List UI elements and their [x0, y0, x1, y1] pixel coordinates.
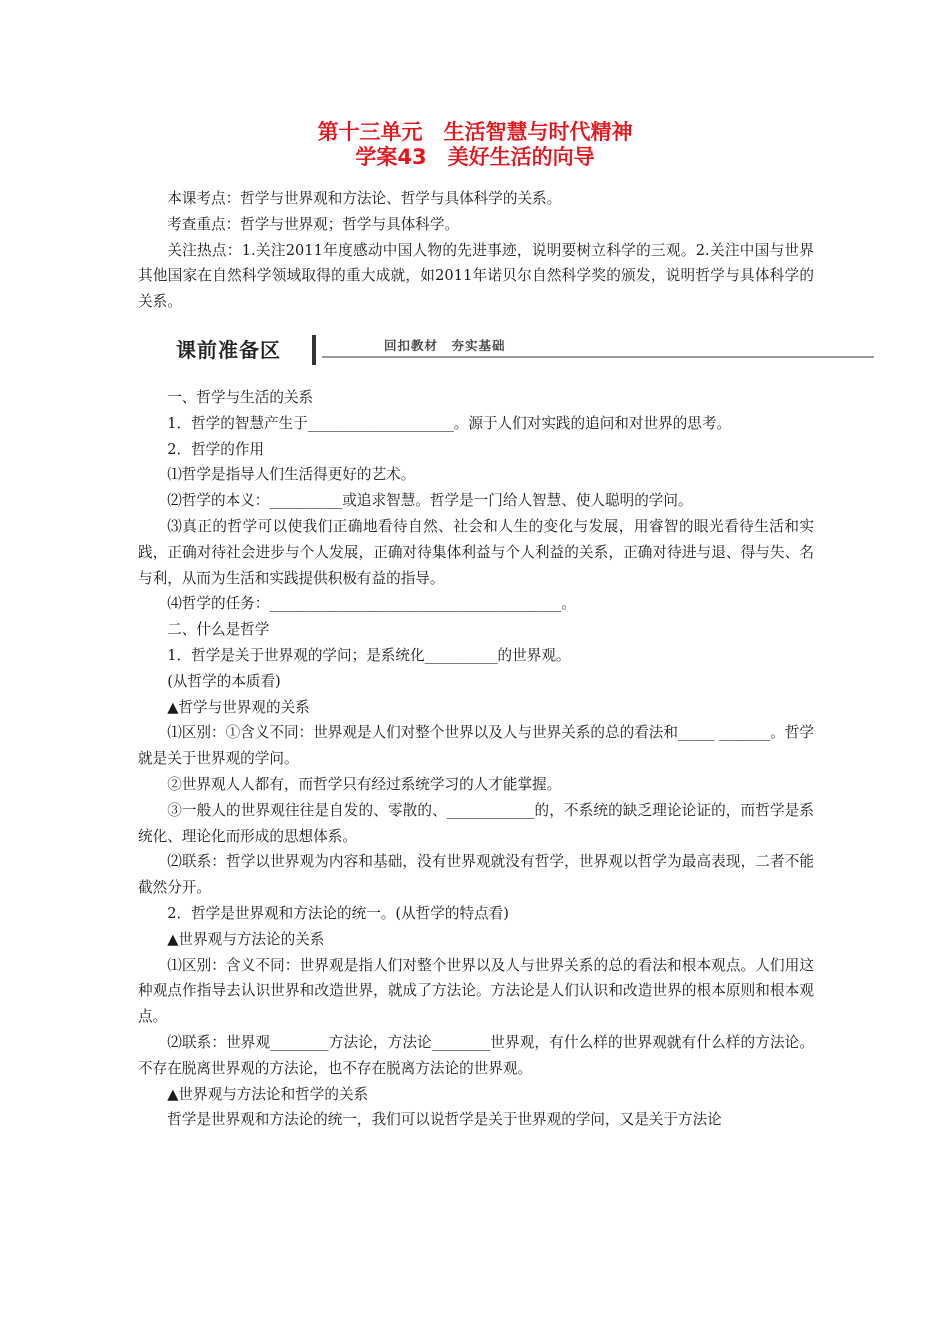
lesson-title: 学案43 美好生活的向导 [355, 145, 595, 169]
banner-title: 课前准备区 [176, 337, 281, 362]
banner-rule [322, 356, 874, 358]
paragraph: (从哲学的本质看) [167, 672, 281, 690]
paragraph: ⑴哲学是指导人们生活得更好的艺术。 [167, 466, 416, 484]
paragraph: 2．哲学的作用 [167, 440, 265, 458]
hot-topics: 关注热点：1.关注2011年度感动中国人物的先进事迹，说明要树立科学的三观。2.关注中国与世界其他国家在自然科学领域取得的重大成就，如2011年诺贝尔自然科学奖的颁发，说明哲学与具体科学的关系。 [138, 241, 814, 311]
paragraph: 1．哲学的智慧产生于____________________。源于人们对实践的追问和对世界的思考。 [167, 414, 732, 432]
paragraph: ⑴区别：①含义不同：世界观是人们对整个世界以及人与世界关系的总的看法和_____ _______。哲学就是关于世界观的学问。 [138, 724, 814, 768]
paragraph: 哲学是世界观和方法论的统一，我们可以说哲学是关于世界观的学问，又是关于方法论 [167, 1111, 722, 1129]
main-content [138, 186, 814, 1133]
paragraph: ⑵哲学的本义：__________或追求智慧。哲学是一门给人智慧、使人聪明的学问。 [167, 492, 693, 510]
section-heading: 一、哲学与生活的关系 [167, 388, 314, 406]
paragraph: ▲哲学与世界观的关系 [167, 698, 310, 716]
paragraph: ⑵联系：哲学以世界观为内容和基础，没有世界观就没有哲学，世界观以哲学为最高表现，二者不能截然分开。 [138, 853, 814, 897]
paragraph: ▲世界观与方法论的关系 [167, 930, 325, 948]
section-heading: 二、什么是哲学 [167, 621, 270, 639]
banner-subtitle: 回扣教材 夯实基础 [384, 337, 506, 353]
paragraph: 1．哲学是关于世界观的学问；是系统化__________的世界观。 [167, 646, 571, 664]
paragraph: ②世界观人人都有，而哲学只有经过系统学习的人才能掌握。 [167, 775, 562, 793]
paragraph: ⑵联系：世界观________方法论，方法论________世界观，有什么样的世界观就有什么样的方法论。不存在脱离世界观的方法论，也不存在脱离方法论的世界观。 [138, 1033, 814, 1077]
unit-title: 第十三单元 生活智慧与时代精神 [317, 120, 633, 144]
section-banner [170, 335, 876, 367]
paragraph: ③一般人的世界观往往是自发的、零散的、____________的，不系统的缺乏理论论证的，而哲学是系统化、理论化而形成的思想体系。 [138, 801, 814, 845]
paragraph: ▲世界观与方法论和哲学的关系 [167, 1085, 369, 1103]
title-block [0, 120, 950, 170]
exam-points: 本课考点：哲学与世界观和方法论、哲学与具体科学的关系。 [167, 190, 562, 207]
paragraph: ⑷哲学的任务：________________________________________。 [167, 595, 576, 613]
paragraph: ⑶真正的哲学可以使我们正确地看待自然、社会和人生的变化与发展，用睿智的眼光看待生活和实践，正确对待社会进步与个人发展，正确对待集体利益与个人利益的关系，正确对待进与退、得与失、名与利，从而为生活和实践提供积极有益的指导。 [138, 517, 814, 587]
paragraph: 2．哲学是世界观和方法论的统一。(从哲学的特点看) [167, 904, 509, 922]
banner-divider [312, 335, 316, 365]
paragraph: ⑴区别：含义不同：世界观是指人们对整个世界以及人与世界关系的总的看法和根本观点。人们用这种观点作指导去认识世界和改造世界，就成了方法论。方法论是人们认识和改造世界的根本原则和根本观点。 [138, 956, 814, 1026]
key-points: 考查重点：哲学与世界观；哲学与具体科学。 [167, 215, 460, 233]
